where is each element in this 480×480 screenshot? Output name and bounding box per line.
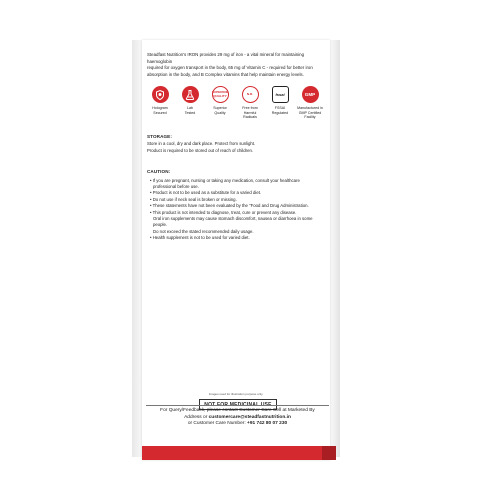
caution-item: • These statements have not been evaluated by the "Food and Drug Administration. <box>150 203 309 209</box>
query-line: For Query/Feedback, please contact Customer Care Cell at Marketed By <box>160 408 315 413</box>
product-description <box>147 52 327 78</box>
icon-label-line: Hologram <box>152 106 168 111</box>
label-content <box>147 52 327 242</box>
caution-item: professional before use. <box>153 183 199 189</box>
caution-item: • This product is not intended to diagnose, treat, cure or prevent any disease. <box>150 209 297 215</box>
icon-label <box>237 106 263 120</box>
not-for-medicinal-use-text: NOT FOR MEDICINAL USE <box>204 401 272 408</box>
icon-label-line: Superior <box>213 106 227 111</box>
icon-label-line: Tested <box>184 110 196 115</box>
caution-item: • Product is not to be used as a substitute for a varied diet. <box>150 190 262 196</box>
bottom-red-band <box>142 446 332 460</box>
storage-title: STORAGE: <box>147 133 172 139</box>
icon-label-line: Harmful Radicals <box>243 110 257 120</box>
icon-label <box>267 106 293 115</box>
icon-label-line: Regulated <box>271 110 289 115</box>
caution-item: • Health supplement is not to be used for varied diet. <box>150 235 250 241</box>
icon-label-line: GMP Certified Facility <box>298 110 322 120</box>
caution-item: Do not exceed the stated recommended daily usage. <box>153 228 254 234</box>
icon-label-line: Lab <box>187 106 193 111</box>
icon-label <box>177 106 203 115</box>
query-line <box>146 421 329 428</box>
description-line: Steadfast Nutrition's IRON provides 29 mg of iron - a vital mineral for maintaining haemoglobin <box>147 52 305 64</box>
lab-tested-icon <box>182 86 199 103</box>
customer-care-phone[interactable]: +91 742 80 07 230 <box>247 421 288 427</box>
storage-line: Store in a cool, dry and dark place. Protect from sunlight. <box>147 141 256 147</box>
storage-line: Product is required to be stored out of reach of children. <box>147 147 254 153</box>
customer-care-section <box>146 405 329 432</box>
hologram-badge <box>147 86 173 120</box>
gmp-badge <box>297 86 323 120</box>
customer-care-email[interactable]: customercare@steadfastnutrition.in <box>208 414 291 420</box>
caution-item: • Do not use if neck seal is broken or missing. <box>150 196 237 202</box>
superior-quality-icon <box>212 86 229 103</box>
superior-quality-badge <box>207 86 233 120</box>
icon-label <box>147 106 173 115</box>
quality-icons-row <box>147 86 323 120</box>
icon-label-line: Quality <box>214 110 226 115</box>
icon-label-line: Manufactured in <box>297 106 323 111</box>
caution-item: Oral iron supplements may cause stomach discomfort, nausea or diarrhoea in some people. <box>153 215 313 228</box>
caution-item: • If you are pregnant, nursing or taking any medication, consult your healthcare <box>150 177 300 183</box>
box-right-edge <box>330 40 340 457</box>
icon-label <box>297 106 323 120</box>
free-from-radicals-badge <box>237 86 263 120</box>
icon-label <box>207 106 233 115</box>
icon-label-line: Free from <box>242 106 258 111</box>
hologram-icon <box>152 86 169 103</box>
fssai-badge <box>267 86 293 120</box>
fssai-icon <box>272 86 289 103</box>
icon-label-line: FSSAI <box>274 106 286 111</box>
badge-text: SUPERIOR QUALITY <box>211 90 229 98</box>
icon-label-line: Secured <box>153 110 167 115</box>
box-left-edge <box>132 40 142 457</box>
caution-list <box>147 178 327 242</box>
caution-title: CAUTION: <box>147 169 171 175</box>
query-phone-prefix: or Customer Care Number: <box>187 421 248 427</box>
query-address-prefix: Address or <box>184 414 209 420</box>
description-line: absorption in the body, and B Complex vitamins that help maintain energy levels. <box>147 71 304 77</box>
bottom-red-band-side <box>322 446 336 460</box>
badge-text: fssai <box>275 91 285 97</box>
gmp-icon <box>302 86 319 103</box>
lab-tested-badge <box>177 86 203 120</box>
description-line: required for oxygen transport in the body, 65 mg of Vitamin C - required for better iron <box>147 65 313 71</box>
badge-text: GMP <box>304 91 316 97</box>
no-harmful-radicals-icon <box>242 86 259 103</box>
image-disclaimer: Images used for illustration purpose only. <box>208 392 264 396</box>
badge-text: N.R. <box>246 91 254 96</box>
